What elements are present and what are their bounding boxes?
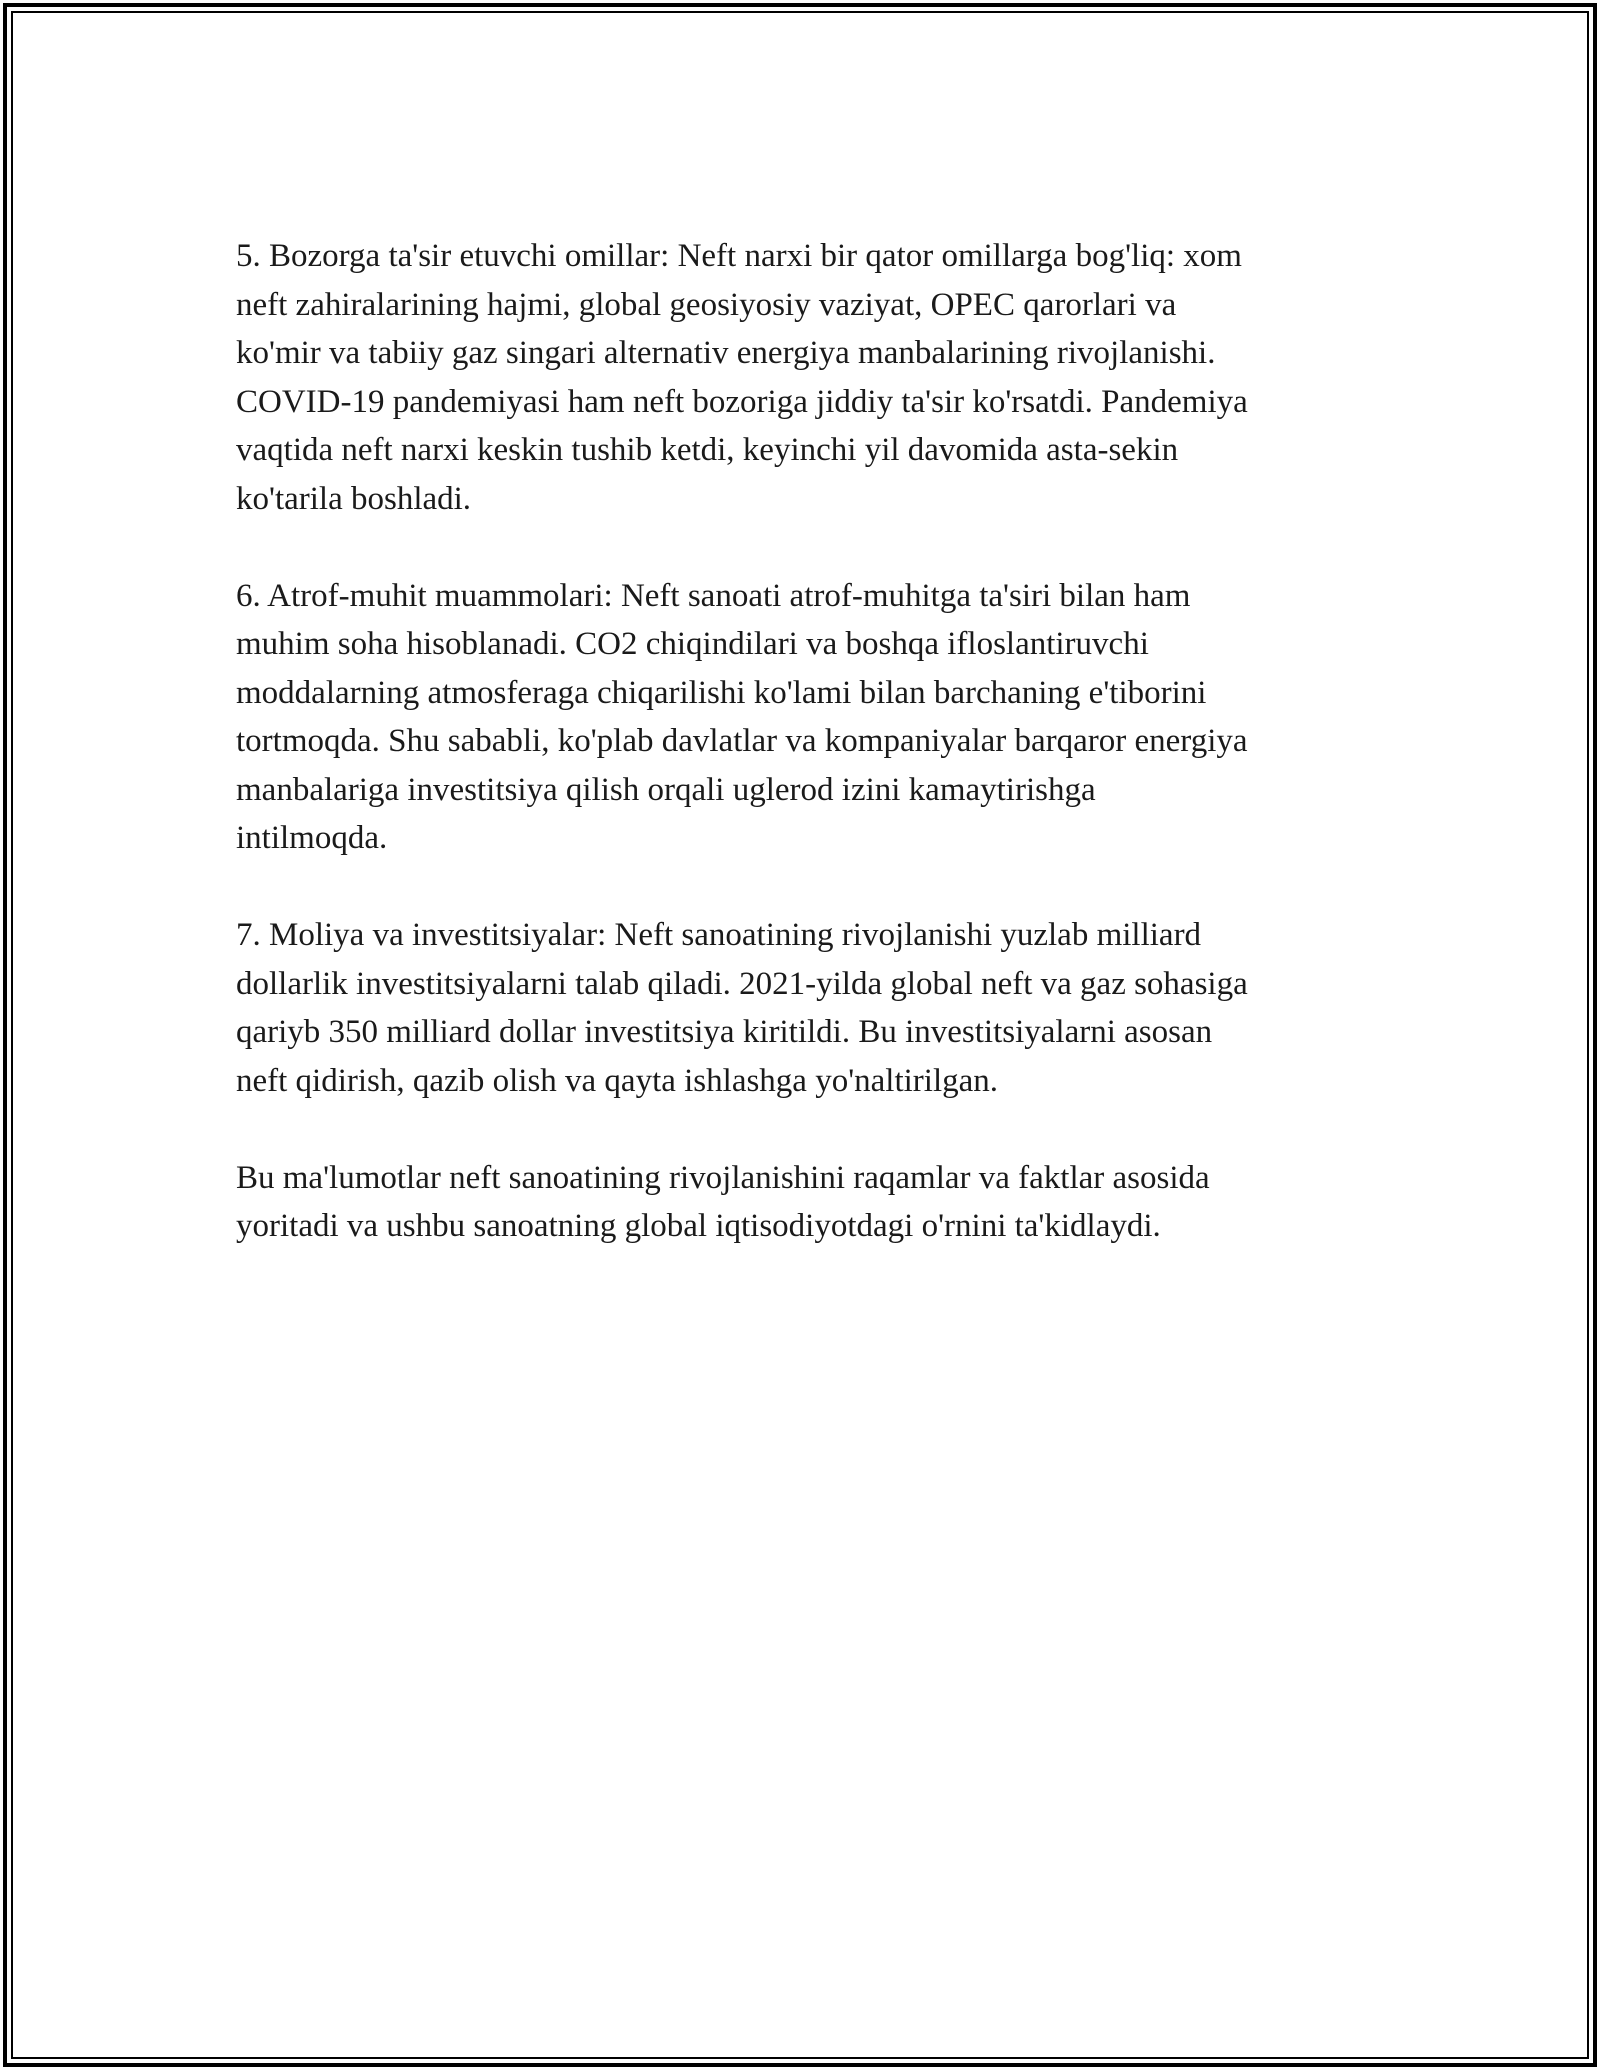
paragraph-environment: 6. Atrof-muhit muammolari: Neft sanoati atrof-muhitga ta'siri bilan ham muhim soha hisoblanadi. CO2 chiqindilari va boshqa ifloslantiruvchi moddalarning atmosferaga chiqarilishi ko'lami bilan barchaning e'tiborini tortmoqda. Shu sababli, ko'plab davlatlar va kompaniyalar barqaror energiya manbalariga investitsiya qilish orqali uglerod izini kamaytirishga intilmoqda. bbox=[236, 577, 1248, 856]
paragraph-market-factors: 5. Bozorga ta'sir etuvchi omillar: Neft narxi bir qator omillarga bog'liq: xom neft zahiralarining hajmi, global geosiyosiy vaziyat, OPEC qarorlari va ko'mir va tabiiy gaz singari alternativ energiya manbalarining rivojlanishi. COVID-19 pandemiyasi ham neft bozoriga jiddiy ta'sir ko'rsatdi. Pandemiya vaqtida neft narxi keskin tushib ketdi, keyinchi yil davomida asta-sekin ko'tarila boshladi. bbox=[236, 238, 1248, 517]
document-body bbox=[236, 232, 1376, 1299]
paragraph-conclusion: Bu ma'lumotlar neft sanoatining rivojlanishini raqamlar va faktlar asosida yoritadi va ushbu sanoatning global iqtisodiyotdagi o'rnini ta'kidlaydi. bbox=[236, 1159, 1210, 1244]
paragraph-finance: 7. Moliya va investitsiyalar: Neft sanoatining rivojlanishi yuzlab milliard dollarlik investitsiyalarni talab qiladi. 2021-yilda global neft va gaz sohasiga qariyb 350 milliard dollar investitsiya kiritildi. Bu investitsiyalarni asosan neft qidirish, qazib olish va qayta ishlashga yo'naltirilgan. bbox=[236, 917, 1248, 1099]
